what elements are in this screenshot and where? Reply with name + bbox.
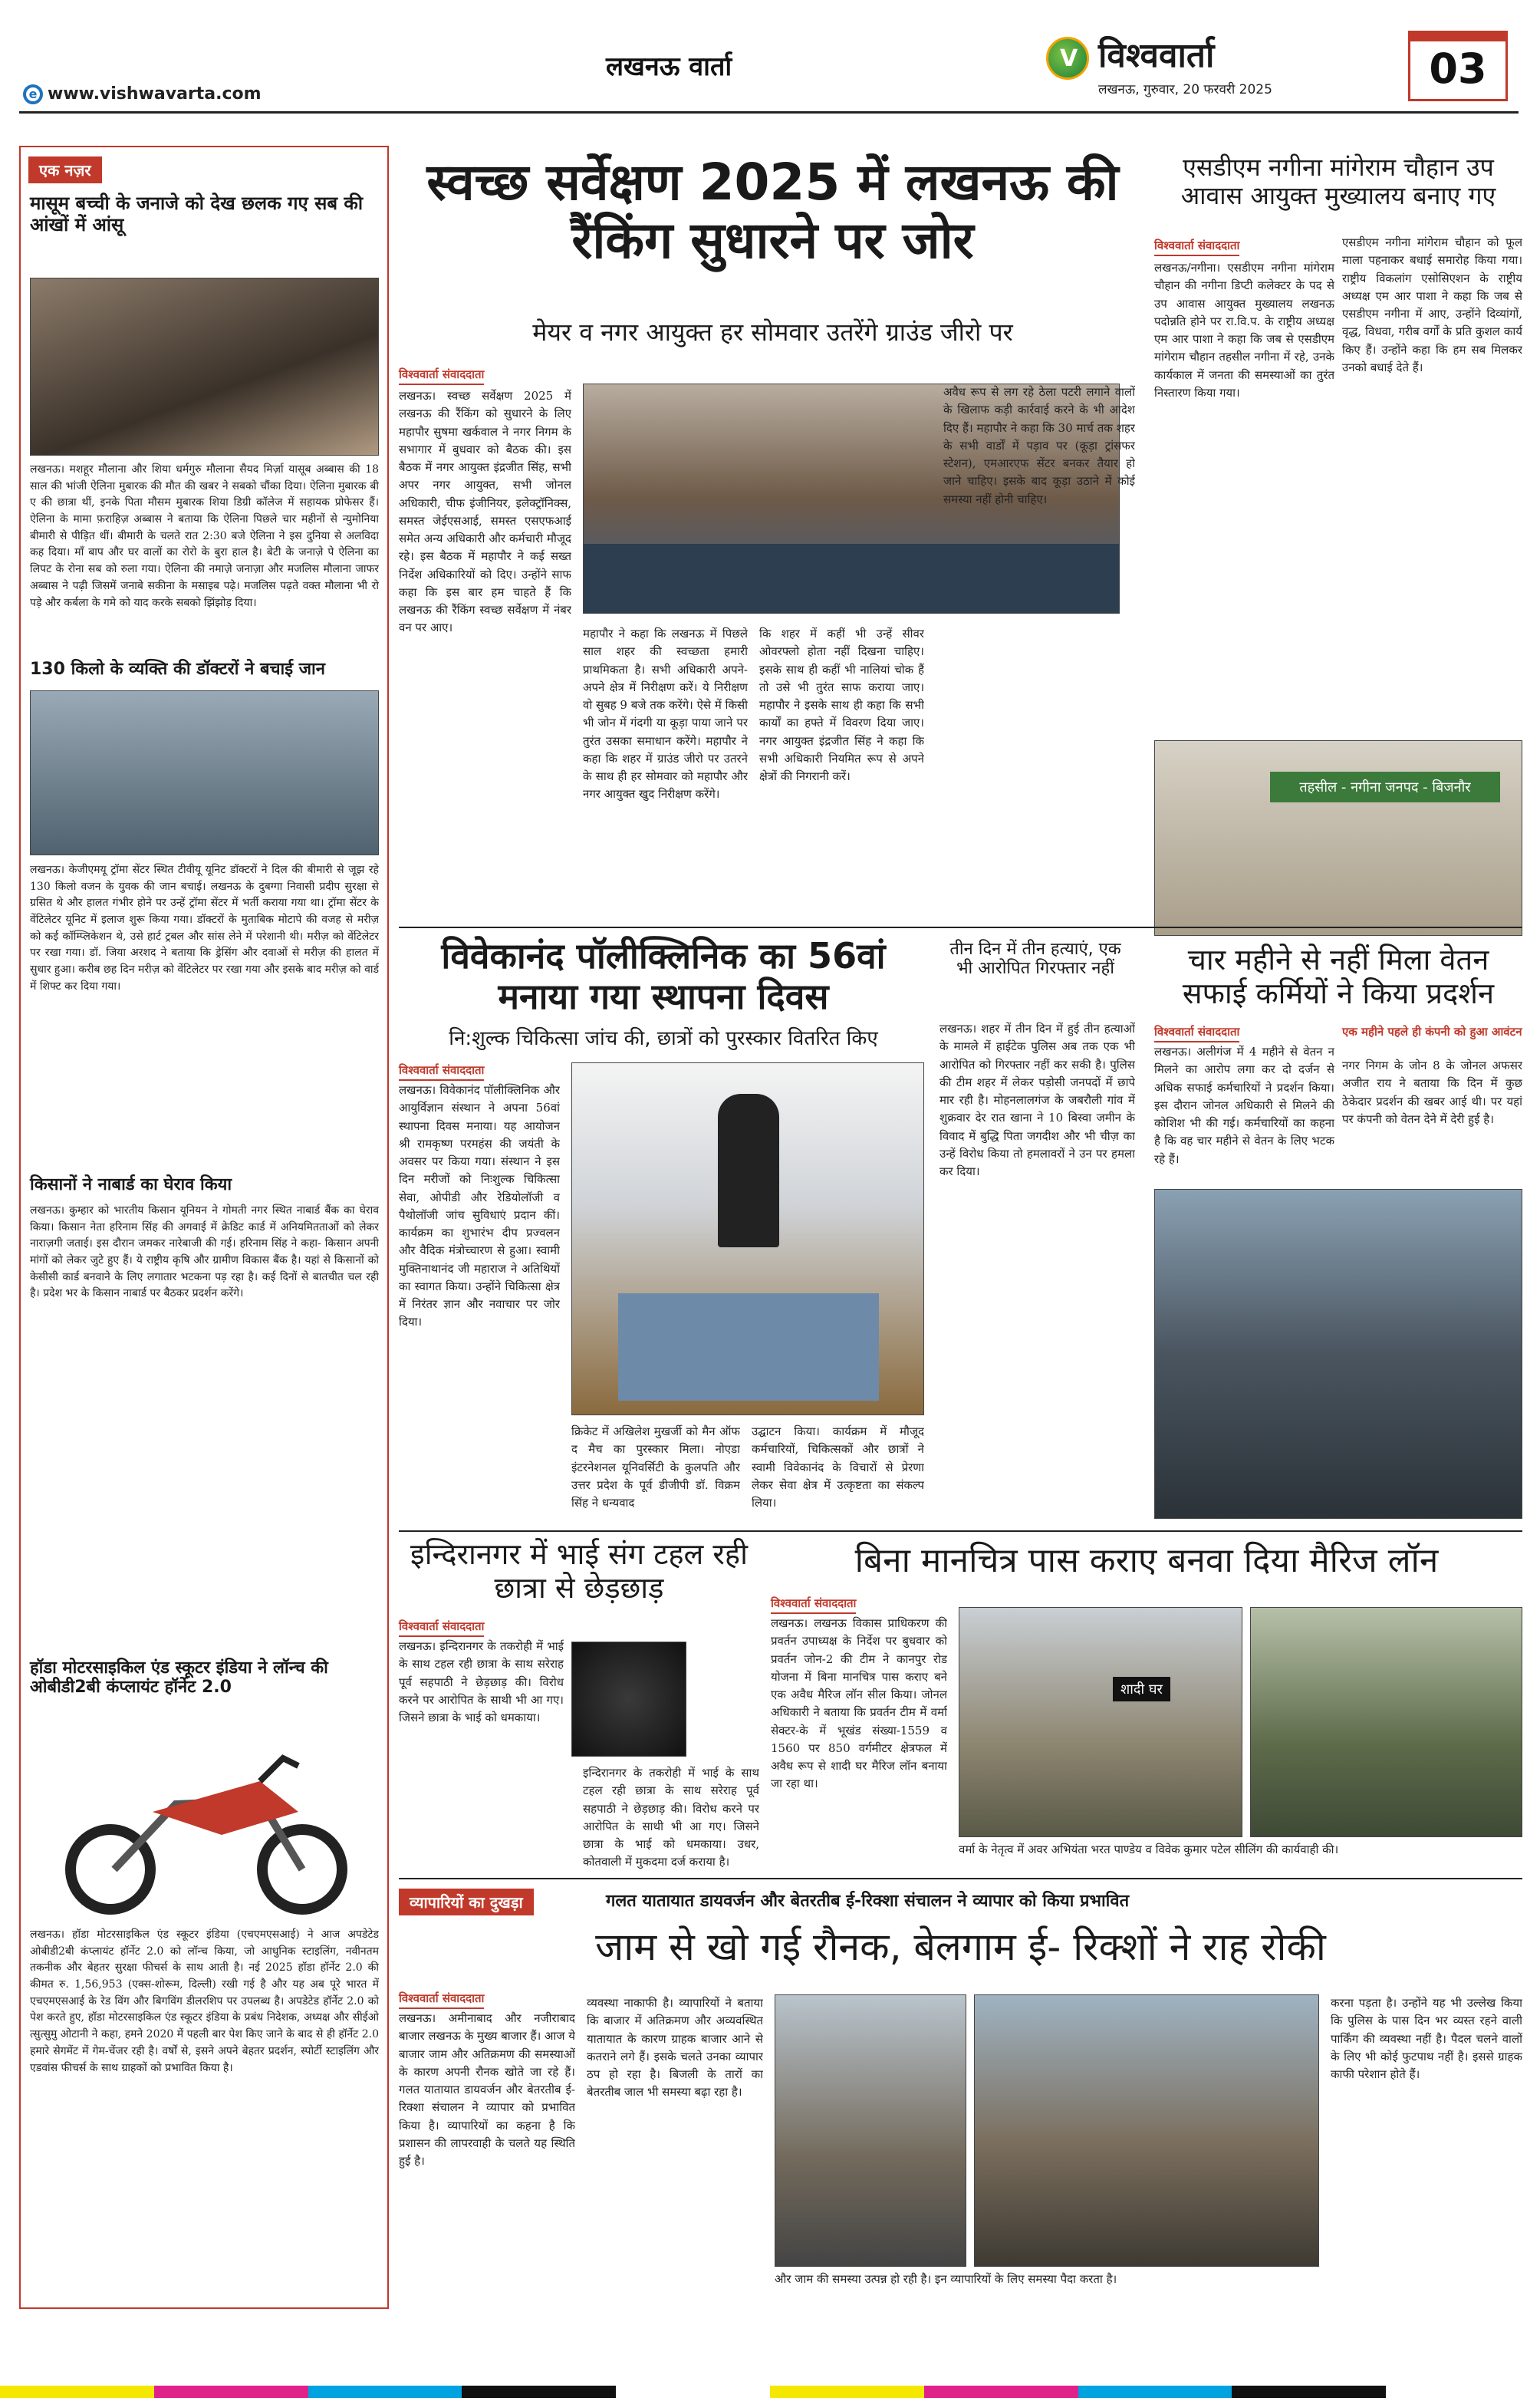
vivekanand-credit-text: विश्ववार्ता संवाददाता — [399, 1062, 484, 1081]
sidebar — [19, 146, 389, 2309]
sanitation-subhead: एक महीने पहले ही कंपनी को हुआ आवंटन — [1342, 1025, 1522, 1039]
vivekanand-photo — [571, 1062, 924, 1415]
color-swatch — [308, 2386, 462, 2398]
vivekanand-subhead: नि:शुल्क चिकित्सा जांच की, छात्रों को पुरस्कार वितरित किए — [449, 1027, 878, 1050]
section-title: लखनऊ वार्ता — [606, 51, 732, 82]
color-swatch — [1078, 2386, 1232, 2398]
sanitation-credit — [1154, 1024, 1239, 1042]
sidebar-story1-body: लखनऊ। मशहूर मौलाना और शिया धर्मगुरु मौलाना सैयद मिर्ज़ा यासूब अब्बास की 18 साल की भांजी ऐलिना मुबारक की मौत की खबर ने सबको चौंका दिया। ऐलिना मुबारक बी ए की छात्रा थीं, इनके पिता मौसम मुबारक शिया डिग्री कॉलेज में सहायक प्रोफेसर हैं। ऐलिना के मामा फ़राहिज़ अब्बास ने बताया कि ऐलिना पिछले चार महीनों से न्युमोनिया बीमारी से पीड़ित थीं। बीमारी के चलते रात 2:30 बजे ऐलिना ने इस दुनिया से अलविदा कह दिया। माँ बाप और घर वालों का रोरो के बुरा हाल है। बेटी के जनाज़े पे ऐलिना का लिपट के रोना सब को रुला गया। ऐलिना की नमाज़े जनाज़ा और मजलिस मौलाना जाफर अब्बास ने पढ़ी जिसमें जनाबे सकीना के मसाइब पढ़े। मजलिस पढ़ते वक्त मौलाना भी रो पड़े और कर्बला के गमे को याद करके सबको झिंझोड़ दिया। — [30, 463, 379, 609]
banner-text: तहसील - नगीना जनपद - बिजनौर — [1270, 772, 1500, 802]
sidebar-story4-headline: हॉडा मोटरसाइकिल एंड स्कूटर इंडिया ने लॉन्च की ओबीडी2बी कंप्लायंट हॉर्नेट 2.0 — [30, 1658, 328, 1698]
right-top-col2: एसडीएम नगीना मांगेराम चौहान को फूल माला पहनाकर बधाई समारोह किया गया। राष्ट्रीय विकलांग एसोसिएशन के राष्ट्रीय अध्यक्ष एम आर पाशा ने कहा कि जब से एसडीएम नगीना में आए, उन्होंने दिव्यांगों, वृद्ध, विधवा, गरीब वर्गों के प्रति कुशल कार्य किए हैं। उन्होंने कहा कि हम सब मिलकर उनको बधाई देते हैं। — [1342, 235, 1522, 374]
masthead — [0, 0, 1540, 115]
color-swatch — [154, 2386, 308, 2398]
vivekanand-photo-caption: क्रिकेट में अखिलेश मुखर्जी को मैन ऑफ द मैच का पुरस्कार मिला। नोएडा इंटरनेशनल यूनिवर्सिटी के कुलपति और उत्तर प्रदेश के पूर्व डीजीपी डॉ. विक्रम सिंह ने धन्यवाद — [571, 1424, 740, 1510]
dateline: लखनऊ, गुरुवार, 20 फरवरी 2025 — [1098, 82, 1272, 97]
lead-headline: स्वच्छ सर्वेक्षण 2025 में लखनऊ की रैंकिंग सुधारने पर जोर — [426, 153, 1119, 270]
sanitation-body2: नगर निगम के जोन 8 के जोनल अफसर अजीत राय ने बताया कि दिन में कुछ ठेकेदार प्रदर्शन की खबर आई थी। पर यहां पर कंपनी को वेतन देने में देरी हुई है। — [1342, 1059, 1522, 1126]
color-swatch — [0, 2386, 154, 2398]
sidebar-story1-photo — [30, 278, 379, 456]
lead-credit — [399, 367, 484, 385]
traffic-kicker: गलत यातायात डायवर्जन और बेतरतीब ई-रिक्शा संचालन ने व्यापार को किया प्रभावित — [606, 1892, 1130, 1911]
divider-2 — [399, 1530, 1522, 1532]
right-top-photo — [1154, 740, 1522, 936]
divider-3 — [399, 1878, 1522, 1879]
traffic-photo-1 — [775, 1994, 966, 2267]
brand-logo-icon: V — [1046, 37, 1089, 80]
indiranagar-col2: इन्दिरानगर के तकरोही में भाई के साथ टहल रही छात्रा के साथ सरेराह पूर्व सहपाठी ने छेड़छाड़ की। विरोध करने पर आरोपित के साथी भी आ गए। जिसने छात्रा के भाई को धमकाया। उधर, कोतवाली में मुकदमा दर्ज कराया है। — [583, 1766, 759, 1869]
lead-col3: कि शहर में कहीं भी उन्हें सीवर ओवरफ्लो होता नहीं दिखना चाहिए। इसके साथ ही कहीं भी नालियां चोक हैं तो उसे भी तुरंत साफ कराया जाए। महापौर ने इसके साथ ही कहा कि सभी कार्यों का हफ्ते में विवरण दिया जाए। नगर आयुक्त इंद्रजीत सिंह ने कहा कि सभी अधिकारी नियमित रूप से अपने क्षेत्रों की निगरानी करें। — [759, 627, 924, 783]
indiranagar-photo — [571, 1642, 686, 1757]
sidebar-story3-body: लखनऊ। कुम्हार को भारतीय किसान यूनियन ने गोमती नगर स्थित नाबार्ड बैंक का घेराव किया। किसान नेता हरिनाम सिंह की अगवाई में क्रेडिट कार्ड में अनियमितताओं को लेकर नाराज़गी जताई। इस दौरान जमकर नारेबाजी की गई। हरिनाम सिंह ने कहा- किसान अपनी मांगों को लेकर जुटे हुए हैं। ये राष्ट्रीय कृषि और ग्रामीण विकास बैंक है। यहां से किसानों को केसीसी कार्ड बनवाने के लिए लगातार भटकना पड़ रहा है। कई दिनों से बातचीत चल रही है। प्रदेश भर के किसान नाबार्ड पर बैठकर प्रदर्शन करेंगे। — [30, 1204, 379, 1300]
sanitation-body: लखनऊ। अलीगंज में 4 महीने से वेतन न मिलने का आरोप लगा कर दो दर्जन से अधिक सफाई कर्मचारियों ने प्रदर्शन किया। इस दौरान जोनल अधिकारी से मिलने की कोशिश भी की गई। कर्मचारियों का कहना है कि वह चार महीने से वेतन के लिए भटक रहे हैं। — [1154, 1045, 1334, 1166]
page-number-box — [1408, 31, 1508, 101]
traffic-photo-2 — [974, 1994, 1319, 2267]
right-top-credit — [1154, 238, 1239, 256]
marriage-photo-1 — [959, 1607, 1242, 1837]
motorcycle-photo — [30, 1727, 379, 1919]
color-swatch — [924, 2386, 1078, 2398]
page-number: 03 — [1429, 44, 1487, 93]
lead-subhead: मेयर व नगर आयुक्त हर सोमवार उतरेंगे ग्राउंड जीरो पर — [532, 318, 1013, 347]
right-top-credit-text: विश्ववार्ता संवाददाता — [1154, 238, 1239, 256]
marriage-credit-text: विश्ववार्ता संवाददाता — [771, 1596, 856, 1614]
vivekanand-credit — [399, 1062, 484, 1081]
color-swatch — [1232, 2386, 1386, 2398]
sidebar-story3-headline: किसानों ने नाबार्ड का घेराव किया — [30, 1175, 232, 1194]
indiranagar-headline: इन्दिरानगर में भाई संग टहल रही छात्रा से छेड़छाड़ — [410, 1537, 748, 1605]
lead-col4: अवैध रूप से लग रहे ठेला पटरी लगाने वालों के खिलाफ कड़ी कार्रवाई करने के भी आदेश दिए हैं। महापौर ने कहा कि 30 मार्च तक शहर के सभी वार्डों में पड़ाव पर (कूड़ा ट्रांसफर स्टेशन), एमआरएफ सेंटर बनकर तैयार हो जाने चाहिए। इसके बाद कूड़ा उठाने में कोई समस्या नहीं होनी चाहिए। — [943, 385, 1135, 506]
marriage-headline: बिना मानचित्र पास कराए बनवा दिया मैरिज लॉन — [854, 1541, 1439, 1580]
color-swatch — [1386, 2386, 1540, 2398]
traffic-headline: जाम से खो गई रौनक, बेलगाम ई- रिक्शों ने राह रोकी — [595, 1925, 1326, 1969]
lead-col1: लखनऊ। स्वच्छ सर्वेक्षण 2025 में लखनऊ की रैंकिंग को सुधारने के लिए महापौर सुषमा खर्कवाल ने नगर निगम के सभागार में बुधवार को बैठक की। इस बैठक में नगर आयुक्त इंद्रजीत सिंह, सभी अपर नगर आयुक्त, सभी जोनल अधिकारी, चीफ इंजीनियर, इलेक्ट्रॉनिक्स, समस्त जेईएसआई, समस्त एसएफआई समेत अन्य अधिकारी और कर्मचारी मौजूद रहे। इस बैठक में महापौर ने कई सख्त निर्देश अधिकारियों को दिए। उन्होंने साफ कहा कि इस बार हम चाहते हैं कि लखनऊ की रैंकिंग स्वच्छ सर्वेक्षण में नंबर वन पर आए। — [399, 389, 571, 635]
color-swatch — [616, 2386, 770, 2398]
traffic-credit-text: विश्ववार्ता संवाददाता — [399, 1991, 484, 2009]
lead-credit-text: विश्ववार्ता संवाददाता — [399, 367, 484, 385]
indiranagar-col1: लखनऊ। इन्दिरानगर के तकरोही में भाई के साथ टहल रही छात्रा के साथ सरेराह पूर्व सहपाठी ने छेड़छाड़ की। विरोध करने पर आरोपित के साथी भी आ गए। जिसने छात्रा के भाई को धमकाया। — [399, 1639, 564, 1724]
print-color-bar — [0, 2386, 1540, 2398]
indiranagar-credit — [399, 1619, 484, 1637]
lead-col2: महापौर ने कहा कि लखनऊ में पिछले साल शहर की स्वच्छता हमारी प्राथमिकता है। सभी अधिकारी अपने-अपने क्षेत्र में निरीक्षण करें। ये निरीक्षण वो सुबह 9 बजे तक करेंगे। ऐसे में किसी भी जोन में गंदगी या कूड़ा पाया जाने पर तुरंत उसका समाधान करेंगे। महापौर ने कहा कि शहर में ग्राउंड जीरो पर उतरने के साथ ही हर सोमवार को महापौर और नगर आयुक्त खुद निरीक्षण करेंगे। — [583, 627, 748, 802]
marriage-photo-2 — [1250, 1607, 1522, 1837]
vivekanand-photo-caption2: उद्घाटन किया। कार्यक्रम में मौजूद कर्मचारियों, चिकित्सकों और छात्रों ने स्वामी विवेकानंद के विचारों से प्रेरणा लेकर सेवा क्षेत्र में उत्कृष्टता का संकल्प लिया। — [752, 1424, 924, 1510]
sidebar-story2-photo — [30, 690, 379, 855]
traffic-credit — [399, 1991, 484, 2009]
divider-1 — [399, 927, 1522, 928]
brand-name: विश्ववार्ता — [1098, 36, 1215, 75]
sanitation-headline: चार महीने से नहीं मिला वेतन सफाई कर्मियों ने किया प्रदर्शन — [1182, 943, 1495, 1010]
murder-headline: तीन दिन में तीन हत्याएं, एक भी आरोपित गिरफ्तार नहीं — [949, 940, 1121, 979]
marriage-credit — [771, 1596, 856, 1614]
right-top-col1: लखनऊ/नगीना। एसडीएम नगीना मांगेराम चौहान की नगीना डिप्टी कलेक्टर के पद से उप आवास आयुक्त मुख्यालय लखनऊ पदोन्नति होने पर रा.वि.प. के राष्ट्रीय अध्यक्ष एम आर पाशा ने कहा कि जब से एसडीएम मांगेराम चौहान तहसील नगीना में रहे, उनके कार्यकाल में जनता की समस्याओं का तुरंत निस्तारण किया गया। — [1154, 261, 1334, 400]
indiranagar-credit-text: विश्ववार्ता संवाददाता — [399, 1619, 484, 1637]
sanitation-credit-text: विश्ववार्ता संवाददाता — [1154, 1024, 1239, 1042]
sidebar-label: एक नज़र — [28, 156, 102, 183]
sidebar-story4-body: लखनऊ। हॉडा मोटरसाइकिल एंड स्कूटर इंडिया (एचएमएसआई) ने आज अपडेटेड ओबीडी2बी कंप्लायंट हॉर्नेट 2.0 को लॉन्च किया, जो आधुनिक स्टाइलिंग, नवीनतम तकनीक और बेहतर सुरक्षा फीचर्स के साथ आती है। नई 2025 हॉडा हॉर्नेट 2.0 की कीमत रु. 1,56,953 (एक्स-शोरूम, दिल्ली) रखी गई है और यह अब पूरे भारत में एचएमएसआई के रेड विंग और बिगविंग डीलरशिप पर उपलब्ध है। अपडेटेड हॉर्नेट 2.0 को पेश करते हुए, हॉडा मोटरसाइकिल एंड स्कूटर इंडिया के प्रबंध निदेशक, अध्यक्ष और सीईओ त्सुत्सुमु ओटानी ने कहा, हमने 2020 में पहली बार पेश किए जाने के बाद से ही हॉर्नेट 2.0 हमारे सेगमेंट में गेम-चेंजर रही है। वर्षों से, इसने अपने बेहतर प्रदर्शन, स्पोर्टी स्टाइलिंग और एडवांस फीचर्स के साथ ग्राहकों को प्रभावित किया है। — [30, 1928, 379, 2074]
traffic-photo-caption: और जाम की समस्या उत्पन्न हो रही है। इन व्यापारियों के लिए समस्या पैदा करता है। — [775, 2272, 1117, 2286]
color-swatch — [462, 2386, 616, 2398]
sidebar-story1-headline: मासूम बच्ची के जनाजे को देख छलक गए सब की आंखों में आंसू — [30, 193, 364, 235]
sidebar-story2-body: लखनऊ। केजीएमयू ट्रॉमा सेंटर स्थित टीवीयू यूनिट डॉक्टरों ने दिल की बीमारी से जूझ रहे 130 किलो वजन के युवक की जान बचाई। लखनऊ के दुबग्गा निवासी प्रदीप सुरक्षा से ग्रसित थे और हालत गंभीर होने पर उन्हें ट्रॉमा सेंटर में भर्ती कराया गया था। ट्रॉमा सेंटर के वेंटिलेटर यूनिट में इलाज शुरू किया गया। डॉक्टरों के मुताबिक मोटापे की वजह से मरीज़ को कई कॉम्प्लिकेशन थे, उसे हार्ट ट्रबल और सांस लेने में परेशानी थी। मरीज़ को वेंटिलेटर पर रखा गया। डॉ. जिया अरशद ने बताया कि ड्रेसिंग और दवाओं से मरीज़ की हालत में सुधार हुआ। करीब छह दिन मरीज़ को वेंटिलेटर पर रखा गया और इसके बाद मरीज़ को वार्ड में शिफ्ट कर दिया गया। — [30, 864, 379, 993]
vivekanand-headline: विवेकानंद पॉलीक्लिनिक का 56वां मनाया गया स्थापना दिवस — [441, 935, 886, 1017]
murder-body: लखनऊ। शहर में तीन दिन में हुई तीन हत्याओं के मामले में हाईटेक पुलिस अब तक एक भी आरोपित को गिरफ्तार नहीं कर सकी है। पुलिस की टीम शहर में लेकर पड़ोसी जनपदों में छापे मार रही है। मोहनलालगंज के जबरौली गांव में शुक्रवार देर रात खाना ने 10 बिस्वा जमीन के विवाद में बुद्धि पिता जगदीश और भी चीज़ का उन्हें विरोध किया तो हमलावरों ने उन पर हमला कर दिया। — [939, 1022, 1135, 1178]
web-icon: e — [23, 84, 43, 104]
marriage-body: लखनऊ। लखनऊ विकास प्राधिकरण की प्रवर्तन उपाध्यक्ष के निर्देश पर बुधवार को प्रवर्तन जोन-2 की टीम ने कानपुर रोड योजना में बिना मानचित्र पास कराए बने एक अवैध मैरिज लॉन सील किया। जोनल अधिकारी ने बताया कि प्रवर्तन टीम में वर्मा सेक्टर-के में भूखंड संख्या-1559 व 1560 पर 850 वर्गमीटर क्षेत्रफल में अवैध रूप से शादी घर मैरिज लॉन बनाया जा रहा था। — [771, 1616, 947, 1791]
vivekanand-body: लखनऊ। विवेकानंद पॉलीक्लिनिक और आयुर्विज्ञान संस्थान ने अपना 56वां स्थापना दिवस मनाया। यह आयोजन श्री रामकृष्ण परमहंस की जयंती के अवसर पर किया गया। संस्थान ने इस दिन मरीजों को निःशुल्क चिकित्सा सेवा, ओपीडी और रेडियोलॉजी व पैथोलॉजी जांच सुविधाएं प्रदान कीं। कार्यक्रम का शुभारंभ दीप प्रज्वलन और वैदिक मंत्रोच्चारण से हुआ। स्वामी मुक्तिनाथानंद जी महाराज ने अतिथियों का स्वागत किया। उन्होंने चिकित्सा क्षेत्र में निरंतर ज्ञान और नवाचार पर जोर दिया। — [399, 1083, 560, 1329]
color-swatch — [770, 2386, 924, 2398]
website-link[interactable]: www.vishwavarta.com — [48, 84, 262, 104]
traffic-col2: व्यवस्था नाकाफी है। व्यापारियों ने बताया कि बाजार में अतिक्रमण और अव्यवस्थित यातायात के कारण ग्राहक बाजार आने से कतराने लगे हैं। इसके चलते उनका व्यापार ठप हो रहा है। बिजली के तारों का बेतरतीब जाल भी समस्या बढ़ा रहा है। — [587, 1996, 763, 2100]
traffic-tag: व्यापारियों का दुखड़ा — [399, 1889, 534, 1915]
marriage-caption: वर्मा के नेतृत्व में अवर अभियंता भरत पाण्डेय व विवेक कुमार पटेल सीलिंग की कार्यवाही की। — [959, 1843, 1339, 1856]
right-top-headline: एसडीएम नगीना मांगेराम चौहान उप आवास आयुक्त मुख्यालय बनाए गए — [1180, 153, 1496, 210]
traffic-col3: करना पड़ता है। उन्होंने यह भी उल्लेख किया कि पुलिस के पास दिन भर व्यस्त रहने वाली पार्किंग की व्यवस्था नहीं है। पैदल चलने वालों के लिए भी कोई फुटपाथ नहीं है। इससे ग्राहक काफी परेशान होते हैं। — [1331, 1996, 1522, 2081]
lawn-sign: शादी घर — [1113, 1677, 1170, 1701]
header-rule — [19, 111, 1519, 114]
sidebar-story2-headline: 130 किलो के व्यक्ति की डॉक्टरों ने बचाई जान — [30, 660, 325, 679]
sanitation-photo — [1154, 1189, 1522, 1519]
traffic-col1: लखनऊ। अमीनाबाद और नजीराबाद बाजार लखनऊ के मुख्य बाजार हैं। आज ये बाजार जाम और अतिक्रमण की समस्याओं के कारण अपनी रौनक खोते जा रहे हैं। गलत यातायात डायवर्जन और बेतरतीब ई-रिक्शा संचालन ने व्यापार को प्रभावित किया है। व्यापारियों का कहना है कि प्रशासन की लापरवाही के चलते यह स्थिति हुई है। — [399, 2011, 575, 2168]
